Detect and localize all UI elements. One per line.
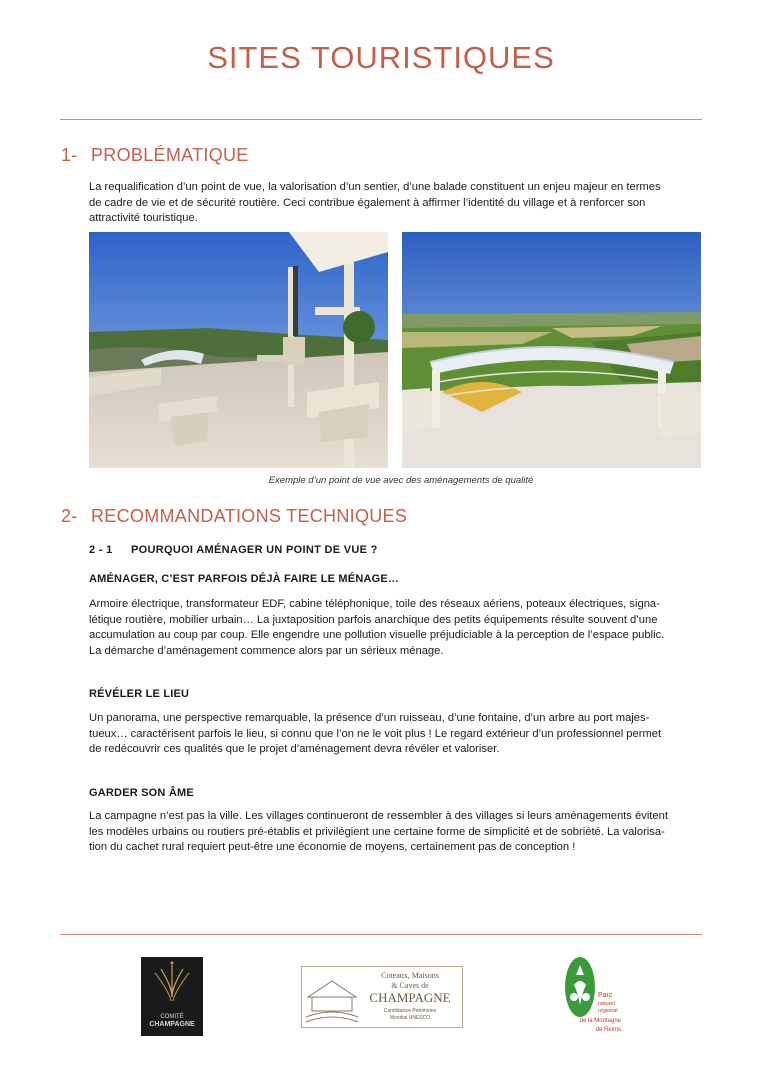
subsection-title: POURQUOI AMÉNAGER UN POINT DE VUE ? [131, 544, 378, 556]
block-heading-ame: GARDER SON ÂME [89, 787, 194, 799]
viewpoint-photo-panorama [402, 232, 701, 468]
block-text-ame [89, 809, 703, 856]
paragraph-line: La campagne n’est pas la ville. Les villages continueront de ressembler à des villages si leurs aménagements évitent [89, 810, 668, 822]
intro-line: La requalification d’un point de vue, la valorisation d’un sentier, d’une balade constituent un enjeu majeur en termes [89, 181, 661, 193]
paragraph-line: Armoire électrique, transformateur EDF, cabine téléphonique, toile des réseaux aériens, poteaux électriques, signa- [89, 598, 660, 610]
coteaux-line2: & Caves de [391, 981, 429, 990]
coteaux-maisons-caves-logo [301, 966, 463, 1028]
subsection-number: 2 - 1 [89, 544, 113, 556]
bottom-divider [60, 934, 702, 935]
section-1-number: 1- [61, 145, 78, 165]
parc-montagne-de-reims-logo [560, 955, 622, 1037]
paragraph-line: tion du cachet rural requiert peut-être une économie de moyens, certainement pas de conception ! [89, 841, 576, 854]
coteaux-line1: Coteaux, Maisons [381, 971, 439, 980]
intro-line: de cadre de vie et de sécurité routière. Ceci contribue également à affirmer l’identité du village et à renforcer son [89, 196, 646, 209]
page-title: SITES TOURISTIQUES [207, 40, 555, 75]
photo-caption: Exemple d’un point de vue avec des aménagements de qualité [268, 475, 534, 486]
block-text-reveler [89, 711, 703, 758]
section-2-title: RECOMMANDATIONS TECHNIQUES [91, 506, 408, 526]
section-1-title: PROBLÉMATIQUE [91, 145, 249, 165]
top-divider [60, 119, 702, 120]
subsection-heading [89, 544, 378, 556]
section-1-intro [89, 180, 703, 227]
paragraph-line: de redécouvrir ces qualités que le projet d’aménagement devra révéler et valoriser. [89, 743, 500, 756]
parc-line5: de Reims [595, 1027, 621, 1033]
viewpoint-photo-terrace [89, 232, 388, 468]
block-heading-reveler: RÉVÉLER LE LIEU [89, 688, 190, 700]
coteaux-line4: Candidature Patrimoine [383, 1008, 437, 1014]
coteaux-line3: CHAMPAGNE [369, 990, 451, 1005]
section-2-number: 2- [61, 506, 78, 526]
intro-line: attractivité touristique. [89, 212, 198, 225]
block-text-menage [89, 597, 703, 659]
parc-line4: de la Montagne [579, 1018, 621, 1024]
section-2-heading [61, 506, 407, 527]
parc-line2: naturel [598, 1001, 615, 1007]
comite-champagne-logo [141, 957, 203, 1036]
parc-line3: régional [598, 1008, 618, 1014]
section-1-heading [61, 145, 249, 166]
paragraph-line: accumulation au coup par coup. Elle engendre une pollution visuelle préjudiciable à la perception de l’espace public. [89, 629, 665, 642]
paragraph-line: les modèles urbains ou routiers pré-établis et privilégient une certaine forme de simplicité et de sobriété. La valorisa- [89, 825, 665, 838]
paragraph-line: La démarche d’aménagement commence alors par un sérieux ménage. [89, 644, 444, 657]
paragraph-line: tueux… caractérisent parfois le lieu, si connu que l’on ne le voit plus ! Le regard extérieur d’un professionnel permet [89, 727, 662, 740]
parc-line1: Parc [598, 992, 613, 999]
block-heading-menage: AMÉNAGER, C’EST PARFOIS DÉJÀ FAIRE LE MÉNAGE… [89, 573, 400, 585]
comite-line1: COMITÉ [160, 1014, 184, 1020]
comite-line2: CHAMPAGNE [149, 1021, 195, 1028]
coteaux-line5: Mondial UNESCO [389, 1015, 431, 1021]
paragraph-line: Un panorama, une perspective remarquable, la présence d’un ruisseau, d’une fontaine, d’un arbre au port majes- [89, 712, 650, 724]
paragraph-line: létique routière, mobilier urbain… La juxtaposition parfois anarchique des petits équipements résulte souvent d’une [89, 613, 658, 626]
